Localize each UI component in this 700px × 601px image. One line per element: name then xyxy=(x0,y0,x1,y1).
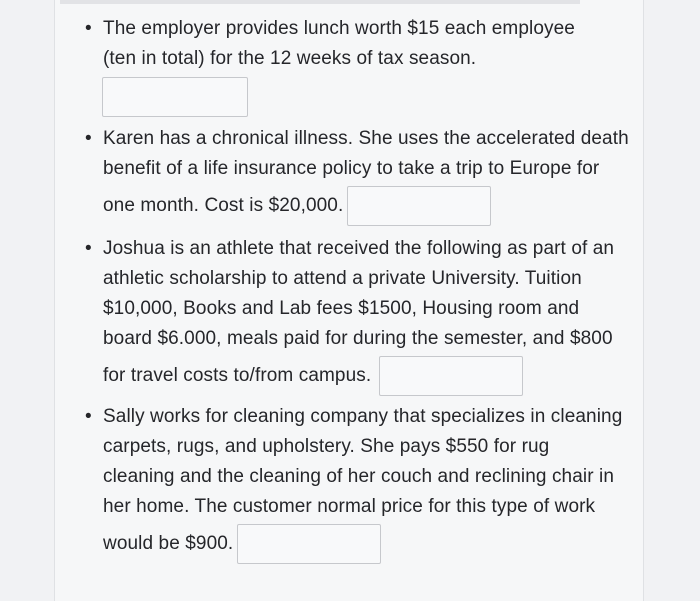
question-text-line: The employer provides lunch worth $15 each employee xyxy=(103,18,575,39)
bullet: • xyxy=(85,18,92,39)
question-text-line: (ten in total) for the 12 weeks of tax season. xyxy=(103,48,477,69)
question-text-line: Joshua is an athlete that received the following as part of an xyxy=(103,238,615,259)
answer-input-karen-illness[interactable] xyxy=(347,186,491,226)
question-text-line: cleaning and the cleaning of her couch and reclining chair in xyxy=(103,466,614,487)
answer-input-sally-cleaning[interactable] xyxy=(237,524,381,564)
question-text-line: for travel costs to/from campus. xyxy=(103,365,372,386)
question-text-line: $10,000, Books and Lab fees $1500, Housing room and xyxy=(103,298,580,319)
question-text-line: her home. The customer normal price for this type of work xyxy=(103,496,596,517)
question-text-line: board $6.000, meals paid for during the semester, and $800 xyxy=(103,328,613,349)
question-text-line: one month. Cost is $20,000. xyxy=(103,195,344,216)
bullet: • xyxy=(85,406,92,427)
bullet: • xyxy=(85,238,92,259)
answer-input-joshua-scholarship[interactable] xyxy=(379,356,523,396)
top-divider xyxy=(60,0,580,4)
question-text-line: carpets, rugs, and upholstery. She pays $550 for rug xyxy=(103,436,550,457)
question-text-line: athletic scholarship to attend a private University. Tuition xyxy=(103,268,582,289)
answer-input-employer-lunch[interactable] xyxy=(102,77,248,117)
question-text-line: would be $900. xyxy=(103,533,234,554)
question-text-line: Sally works for cleaning company that specializes in cleaning xyxy=(103,406,623,427)
question-text-line: Karen has a chronical illness. She uses the accelerated death xyxy=(103,128,629,149)
bullet: • xyxy=(85,128,92,149)
question-text-line: benefit of a life insurance policy to take a trip to Europe for xyxy=(103,158,600,179)
